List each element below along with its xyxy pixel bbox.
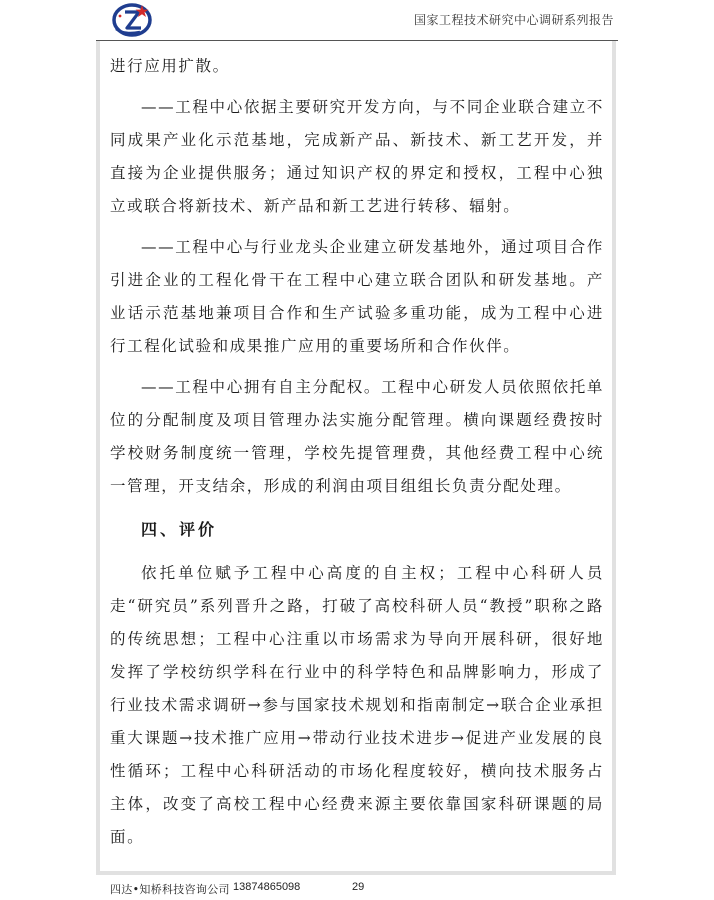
- company-logo-icon: [110, 2, 154, 38]
- paragraph-research-bases: ——工程中心与行业龙头企业建立研发基地外，通过项目合作引进企业的工程化骨干在工程中心建立联合团队和研发基地。产业话示范基地兼项目合作和生产试验多重功能，成为工程中心进行工程化试验和成果推广应用的重要场所和合作伙伴。: [110, 238, 604, 355]
- footer-company: 四达•知桥科技咨询公司: [110, 883, 230, 896]
- paragraph-continuation: 进行应用扩散。: [110, 57, 230, 75]
- section-heading-evaluation: 四、评价: [141, 520, 218, 539]
- footer-phone: 13874865098: [233, 881, 301, 893]
- paragraph-demonstration-bases: ——工程中心依据主要研究开发方向，与不同企业联合建立不同成果产业化示范基地，完成新产品、新技术、新工艺开发，并直接为企业提供服务；通过知识产权的界定和授权，工程中心独立或联合将新技术、新产品和新工艺进行转移、辐射。: [110, 98, 604, 215]
- page-number: 29: [352, 881, 365, 893]
- paragraph-evaluation: 依托单位赋予工程中心高度的自主权；工程中心科研人员走“研究员”系列晋升之路，打破了高校科研人员“教授”职称之路的传统思想；工程中心注重以市场需求为导向开展科研，很好地发挥了学校纺织学科在行业中的科学特色和品牌影响力，形成了行业技术需求调研→参与国家技术规划和指南制定→联合企业承担重大课题→技术推广应用→带动行业技术进步→促进产业发展的良性循环；工程中心科研活动的市场化程度较好，横向技术服务占主体，改变了高校工程中心经费来源主要依靠国家科研课题的局面。: [110, 564, 604, 846]
- document-body: [110, 50, 604, 854]
- paragraph-distribution-rights: ——工程中心拥有自主分配权。工程中心研发人员依照依托单位的分配制度及项目管理办法实施分配管理。横向课题经费按时学校财务制度统一管理，学校先提管理费，其他经费工程中心统一管理，开支结余，形成的利润由项目组组长负责分配处理。: [110, 378, 604, 495]
- header-title: 国家工程技术研究中心调研系列报告: [413, 13, 614, 27]
